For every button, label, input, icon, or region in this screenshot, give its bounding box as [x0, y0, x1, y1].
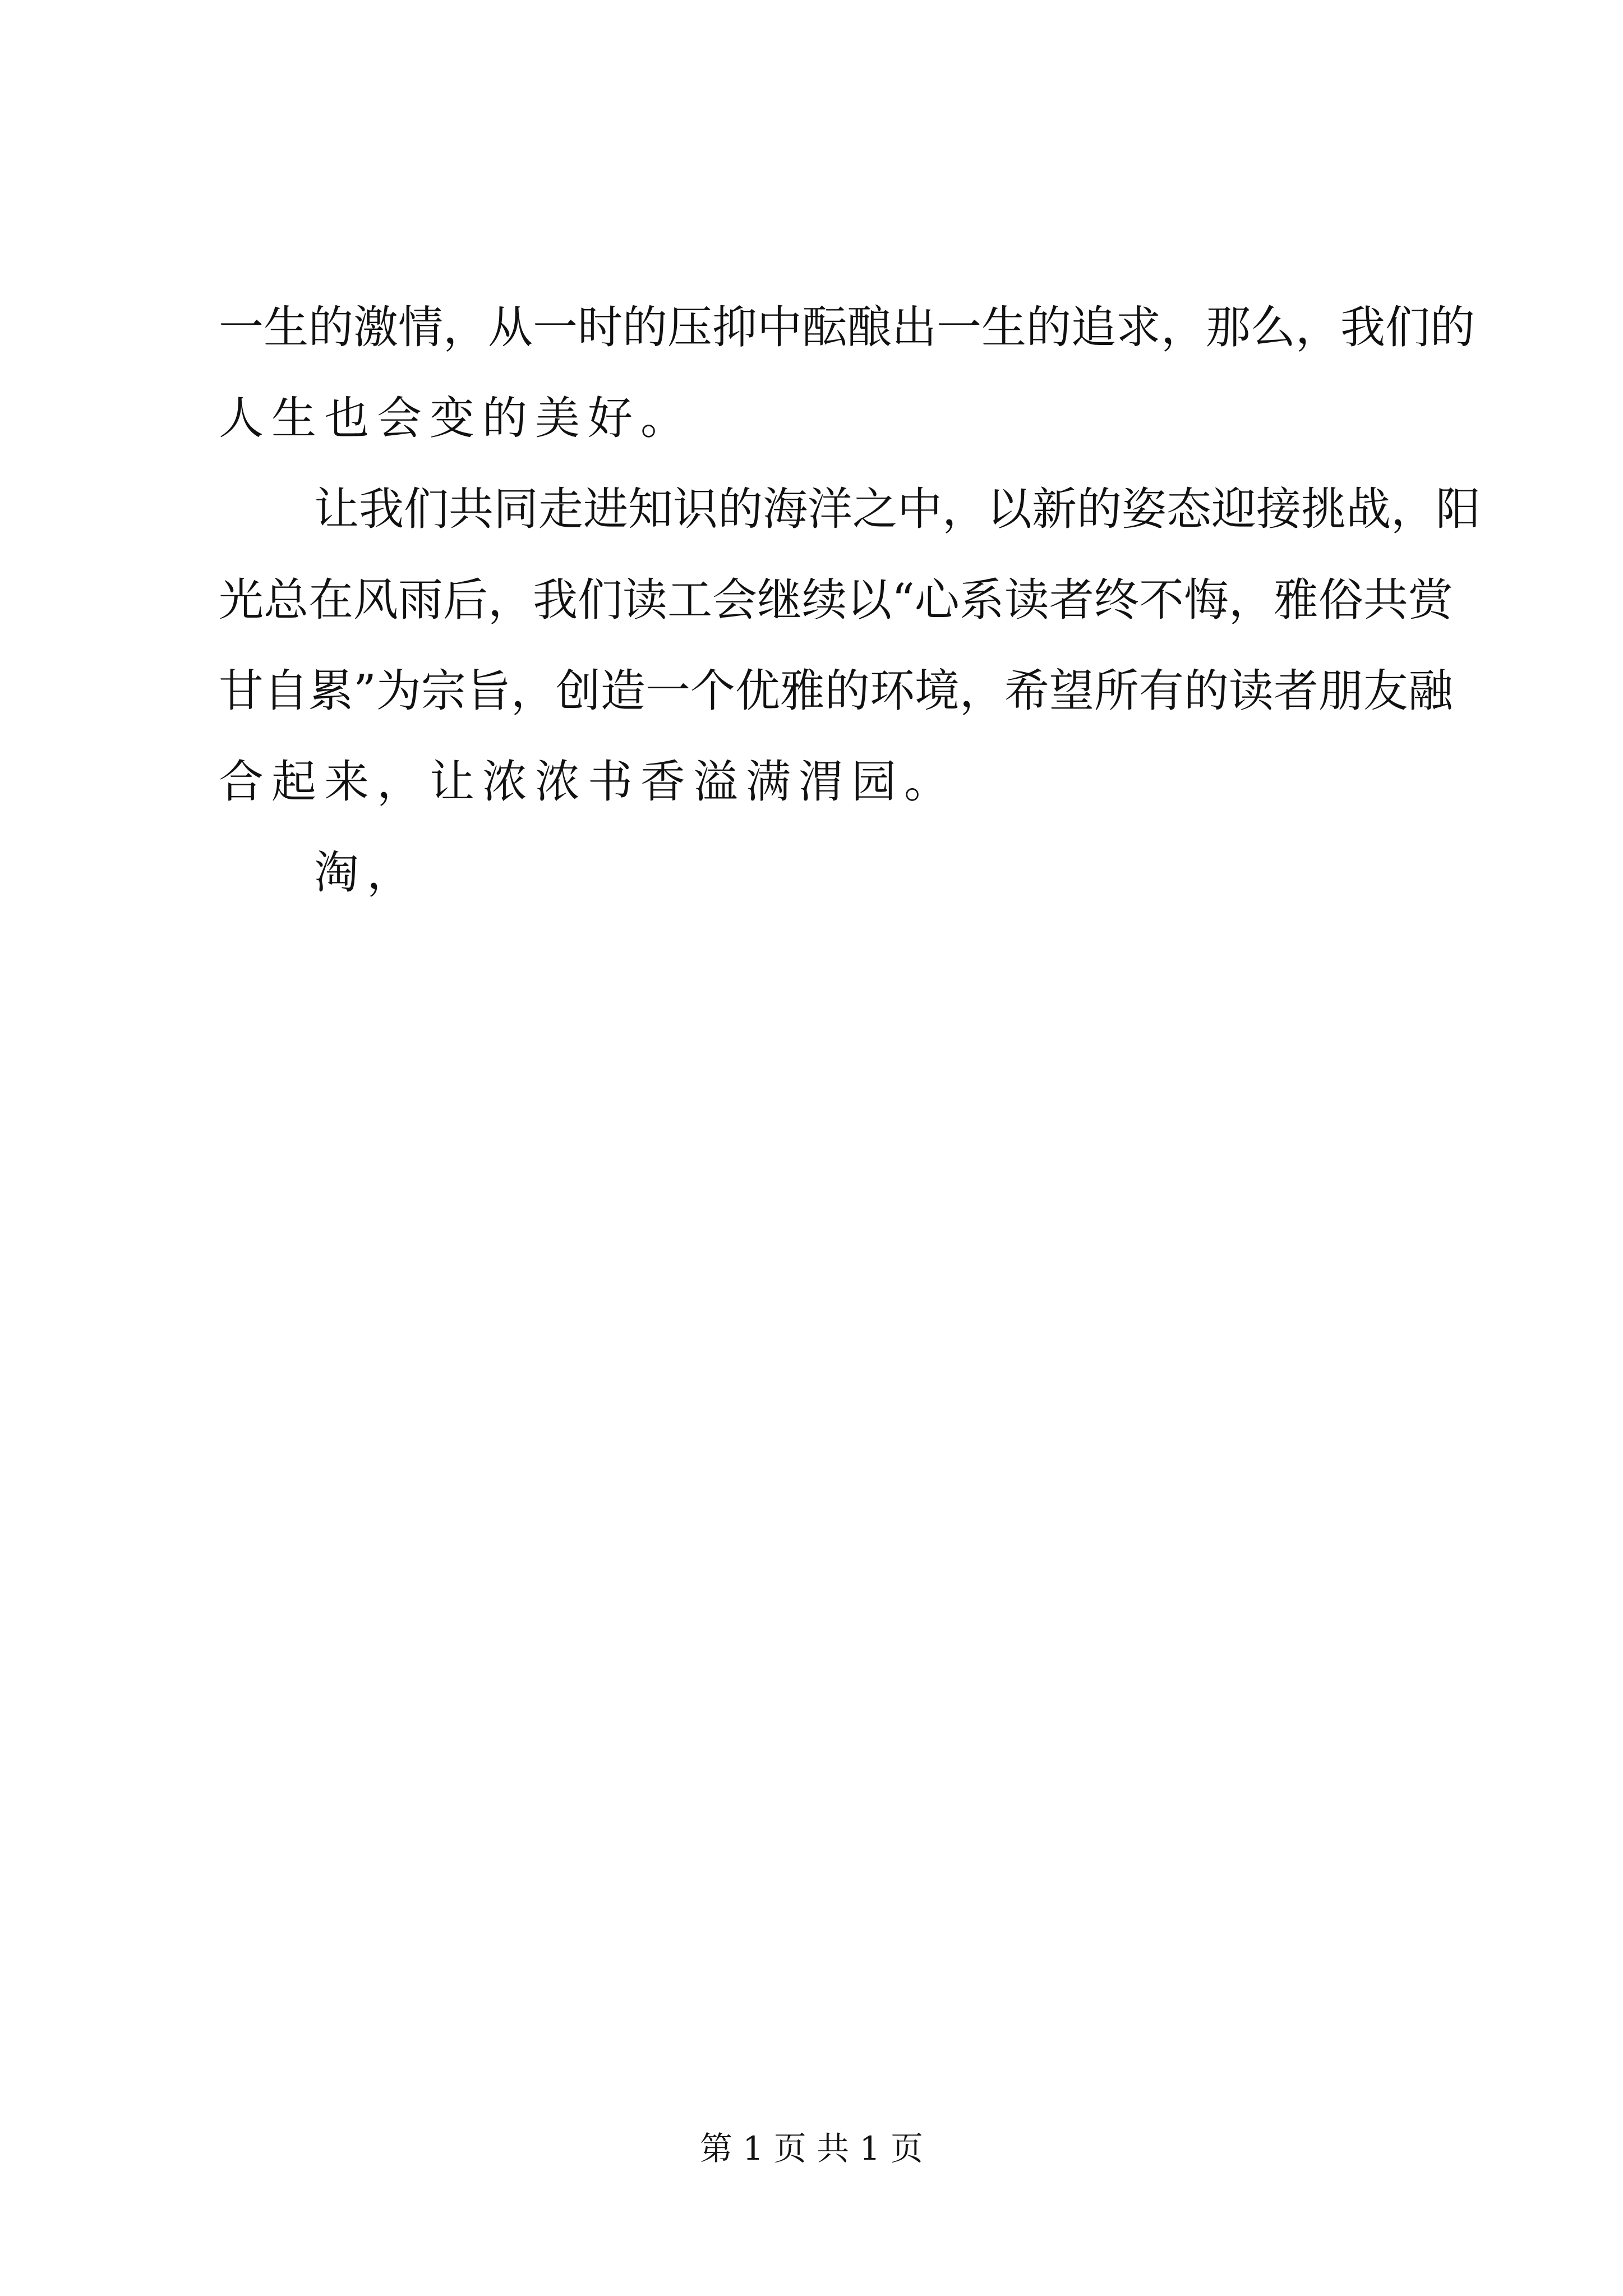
text-line: 一生的激情，从一时的压抑中酝酿出一生的追求，那么，我们的 — [219, 301, 1475, 353]
text-line: 合起来，让浓浓书香溢满渭园。 — [219, 756, 957, 808]
text-line-paragraph-start: 让我们共同走进知识的海洋之中，以新的姿态迎接挑战，阳 — [314, 483, 1481, 535]
document-body — [219, 297, 1481, 933]
text-line: 人生也会变的美好。 — [219, 392, 693, 444]
page-number-footer: 第 1 页 共 1 页 — [700, 2129, 923, 2168]
text-line-paragraph-start: 淘， — [314, 846, 419, 899]
text-line: 光总在风雨后，我们读工会继续以“心系读者终不悔，雅俗共赏 — [219, 574, 1453, 626]
text-line: 甘自累”为宗旨，创造一个优雅的环境，希望所有的读者朋友融 — [219, 665, 1453, 717]
